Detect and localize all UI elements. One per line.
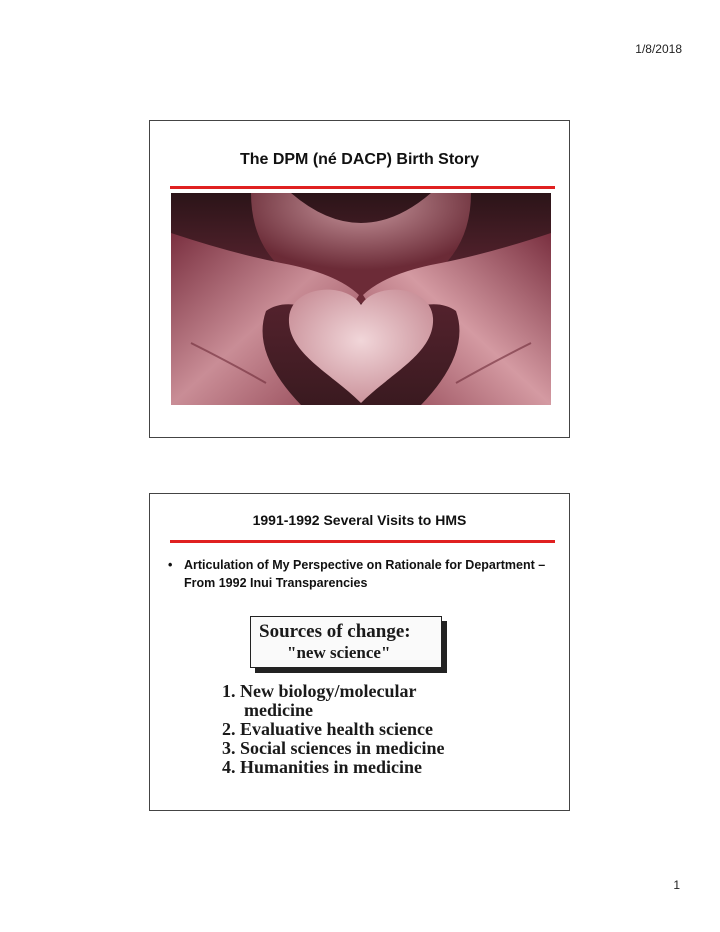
list-item: 3. Social sciences in medicine (222, 738, 445, 758)
list-item: 2. Evaluative health science (222, 719, 433, 739)
slide-1-title-rule (170, 186, 555, 189)
slide-1-title: The DPM (né DACP) Birth Story (239, 151, 480, 168)
list-item: 4. Humanities in medicine (222, 757, 423, 777)
list-item: medicine (244, 700, 313, 720)
slide-2 (149, 493, 570, 811)
transparency-list (222, 682, 512, 777)
list-item: 1. New biology/molecular (222, 681, 417, 701)
scanned-transparency (210, 604, 510, 794)
hands-heart-photo (171, 193, 551, 405)
transparency-header-line2: "new science" (287, 643, 391, 662)
slide-2-bullet (168, 556, 548, 592)
transparency-header (250, 616, 442, 668)
slide-1 (149, 120, 570, 438)
transparency-header-line1: Sources of change: (259, 621, 411, 642)
bullet-icon: • (168, 558, 173, 572)
slide-2-title: 1991-1992 Several Visits to HMS (252, 512, 467, 528)
page-date: 1/8/2018 (635, 42, 682, 56)
slide-2-bullet-text: Articulation of My Perspective on Rationale for Department – From 1992 Inui Transparencies (184, 558, 546, 590)
page-number: 1 (673, 878, 680, 892)
slide-2-title-rule (170, 540, 555, 543)
